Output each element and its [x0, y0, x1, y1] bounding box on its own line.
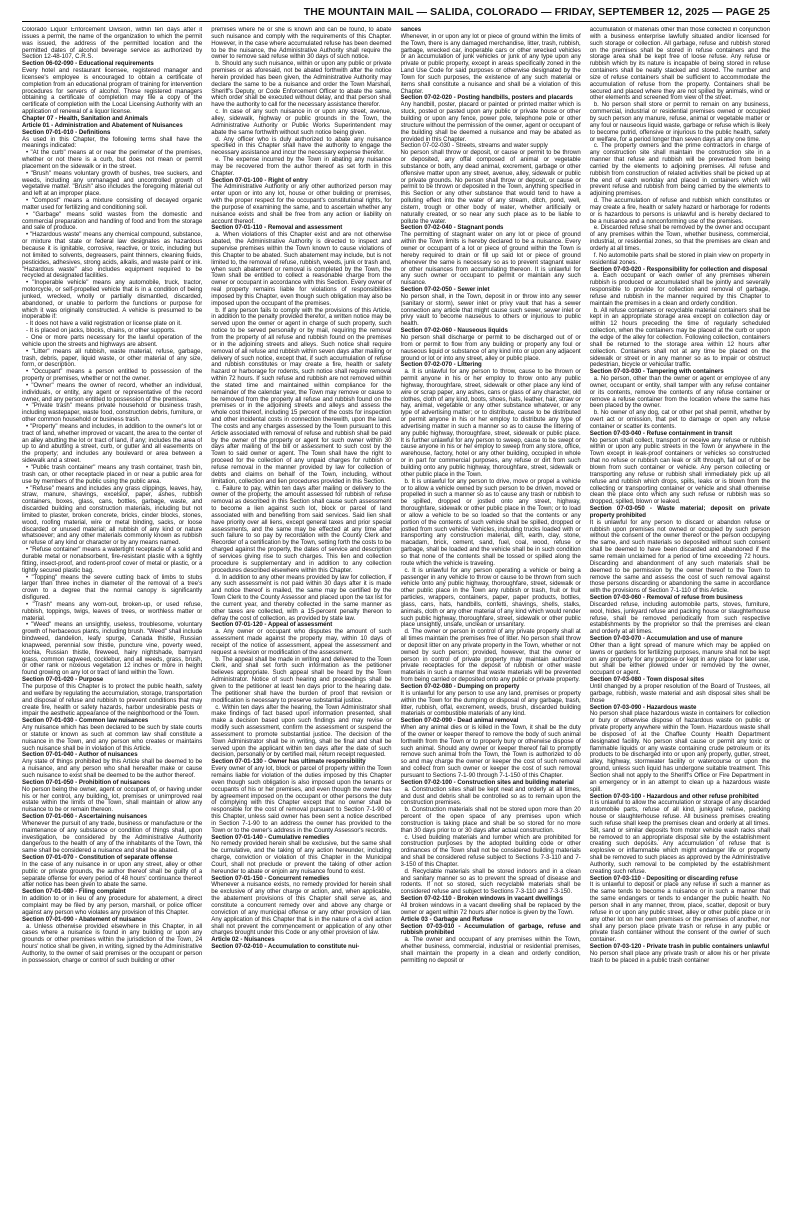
paragraph: • "Garbage" means solid wastes from the domestic and commercial preparation and handling of food and from the storage and sale of produce. [22, 210, 203, 232]
paragraph: d. Recyclable materials shall be stored indoors and in a clean and sanitary manner so as to prevent the spread of disease and rodents. If not so stored, such recyclable materials shall be considered refuse and subject to Sections 7-3-110 and 7-3-150. [400, 867, 581, 896]
section-heading: Section 07-03-020 - Responsibility for collection and disposal [589, 265, 768, 273]
page-header: THE MOUNTAIN MAIL — SALIDA, COLORADO — FRIDAY, SEPTEMBER 12, 2025 — PAGE 25 [22, 0, 770, 22]
section-heading: Section 07-01-020 - Purpose [22, 676, 104, 684]
paragraph: d. The accumulation of refuse and rubbish which constitutes or may create a fire, health or safety hazard or harborage for rodents or is hazardous to persons is unlawful and is hereby declared to be a nuisance and a nonconforming use of the premises. [589, 197, 770, 225]
section-heading: Section 07-01-120 - Appeal of assessment [211, 621, 333, 629]
paragraph: • "Trash" means any worn-out, broken-up, or used refuse, rubbish, toppings, twigs, leaves of trees, or worthless matter or material. [22, 600, 203, 622]
section-heading: Section 07-02-080 - Dumping on property [400, 683, 520, 690]
paragraph: Every hotel and restaurant licensee, registered manager and licensee's employee is encouraged to obtain a certificate of completion from an educational program of training for intervention procedures for servers of alcohol. Those registered managers obtaining a certificate of completion may file a copy of the certificate of completion with the Local Licensing Authority with an application of renewal of a liquor license. [22, 67, 203, 116]
paragraph: Section 07-02-030 - Streets, streams and water supply [400, 142, 548, 150]
paragraph: Every owner of any lot, block or parcel of property within the Town remains liable for violation of the duties imposed by this Chapter even though such obligation is also imposed upon the tenants or occupants of his or her premises, and even though the owner has by agreement imposed on the occupant or other persons the duty of complying with this Chapter except that no owner shall be responsible for the cost of removal pursuant to Section 7-1-90 of this Chapter, unless said owner has been sent a notice described in Section 7-1-90 to an address the owner has provided to the Town or to the owner's address in the County Assessor's records. [211, 765, 392, 834]
paragraph: d. Any officer who is duly authorized to abate any nuisance specified in this Chapter shall have the authority to engage the necessary assistance and incur the necessary expense therefor. [211, 135, 392, 157]
paragraph: • "Hazardous waste" means any chemical compound, substance, or mixture that state or federal law designates as hazardous because it is ignitable, corrosive, reactive, or toxic, including but not limited to solvents, degreasers, paint thinners, cleaning fluids, pesticides, adhesives, strong acids, alkalis, and waste paint or ink. "Hazardous waste" also includes equipment required to be recycled at designated facilities. [22, 231, 203, 280]
paragraph: Any nuisance which has been declared to be such by state courts or statute or known as such at common law shall constitute a nuisance in the Town, and any person who creates or maintains such nuisance shall be in violation of this Article. [22, 724, 203, 752]
paragraph: a. Any owner or occupant who disputes the amount of such assessment made against the property may, within 10 days of receipt of the notice of assessment, appeal the assessment and request a revision or modification of the assessment. [211, 628, 392, 656]
paragraph: d. The owner or person in control of any private property shall at all times maintain the premises free of litter. No person shall throw or deposit litter on any private property in the Town, whether or not owned by such person; provided, however, that the owner or person in control of private property may maintain authorized private receptacles for the deposit of rubbish or other waste materials in such a manner that waste materials will be prevented from being carried or deposited onto any public or private property. [400, 628, 581, 684]
paragraph: b. All refuse containers or recyclable material containers shall be kept in an appropriate storage area except on collection day or within 12 hours preceding the time of regularly scheduled collection, when the containers may be placed at the curb or upon the edge of the alley for collection. Following collection, containers shall be returned to the storage area within 12 hours after collection. Containers shall not at any time be placed on the sidewalk or street or in any manner so as to impair or obstruct pedestrian, bicycle or vehicular traffic. [589, 306, 770, 369]
section-heading: Section 07-03-030 - Tampering with containers [589, 368, 724, 376]
paragraph: Discarded refuse, including automobile parts, stoves, furniture, wool, hides, junkyard refuse and packing house or slaughterhouse refuse, shall be removed periodically from such respective establishments by the proprietor so that the premises are clean and orderly at all times. [589, 600, 770, 636]
paragraph: c. In case of any such nuisance in or upon any street, avenue, alley, sidewalk, highway or public grounds in the Town, the Administrative Authority or Public Works Superintendent may abate the same forthwith without such notice being given. [211, 108, 392, 136]
paragraph: Any state of things prohibited by this Article shall be deemed to be a nuisance, and any person who shall hereafter make or cause such nuisance to exist shall be deemed to be the author thereof. [22, 758, 203, 779]
section-heading: Section 07-01-070 - Constitution of separate offense [22, 854, 173, 862]
section-heading: Section 07-01-130 - Owner has ultimate responsibility [211, 758, 366, 766]
paragraph: - It does not have a valid registration or license plate on it. [26, 320, 182, 328]
paragraph: No person being the owner, agent or occupant of, or having under his or her control, any building, lot, premises or unimproved real estate within the limits of the Town, shall maintain or allow any nuisance to be or remain thereon. [22, 785, 203, 814]
paragraph: a. Each occupant or each owner of any premises wherein rubbish is produced or accumulated shall be jointly and severally responsible to provide for collection and removal of garbage, refuse and rubbish in the manner required by this Chapter to maintain the premises in a clean and orderly condition. [589, 272, 770, 307]
paragraph: b. If any person fails to comply with the provisions of this Article, in addition to the penalty provided therefor, a written notice may be served upon the owner or agent in charge of such property, such notice to be served personally or by mail, requiring the removal from the property of all refuse and rubbish found on the premises or in the adjoining streets and alleys. Such notice shall require removal of all refuse and rubbish within seven days after mailing or delivery of such notice, except that, if such accumulation of refuse and rubbish constitutes or may create a fire, health or safety hazard or harborage for rodents, such notice shall require removal within 72 hours. If such refuse and rubbish are not removed within the stated time and maintained within compliance for the remainder of the calendar year, the Town may remove or cause to be removed from the property all refuse and rubbish found on the premises or in the adjoining streets and alleys and assess the whole cost thereof, including 15 percent of the costs for inspection and other incidental costs in connection therewith, upon the land. The costs and any charges assessed by the Town pursuant to this Article associated with removal of refuse and rubbish shall be paid by the owner of the property or agent for such owner within 30 days after mailing of the bill or assessment to such cost by the Town to said owner or agent. The Town shall have the right to proceed for the collection of any unpaid charges for rubbish or refuse removal in the manner provided by law for collection of debts and claims on behalf of the Town, including, without limitation, collection and lien procedures provided in this Section. [211, 306, 392, 485]
paragraph: No person shall discharge or permit to be discharged out of or from or permit to flow from any building or property any foul or nauseous liquid or substance of any kind into or upon any adjacent ground or lot or into any street, alley or public place. [400, 333, 581, 362]
section-heading: Section 07-01-050 - Prohibition of nuisances [22, 778, 150, 786]
section-heading: Section 07-01-040 - Author of nuisances [22, 751, 138, 759]
paragraph: a. The owner and occupant of any premises within the Town, whether business, commercial, industrial or residential premises, shall maintain the property in a clean and orderly condition, permitting no deposit or [400, 936, 581, 964]
paragraph: Whenever, in or upon any lot or piece of ground within the limits of the Town, there is any damaged merchandise, litter, trash, rubbish, garbage, wrecked car, inoperable cars or other wrecked vehicles or an accumulation of junk vehicles or junk of any type upon any private or public property, except in areas specifically zoned in the Land Use Code for said purposes or otherwise designated by the Town for such purposes, the existence of any such material or items shall constitute a nuisance and shall be a violation of this Chapter. [400, 32, 581, 95]
paragraph: • "Refuse" means and includes any grass clippings, leaves, hay, straw, manure, shavings, excelsior, paper, ashes, rubbish containers, boxes, glass, cans, bottles, garbage, waste, and discarded building and construction materials, including but not limited to plaster, broken concrete, bricks, cinder blocks, stones, wood, roofing material, wire or metal binding, sacks, or loose discarded or unused material; all rubbish of any kind or nature whatsoever; and any other materials commonly known as rubbish or refuse of any kind or character or by any means named. [22, 484, 203, 547]
paragraph: • "Occupant" means a person entitled to possession of the property or premises, whether or not the owner. [22, 368, 203, 383]
paragraph: No person shall, in the Town, deposit in or throw into any sewer (sanitary or storm), sewer inlet or privy vault that has a sewer connection any article that might cause such sewer, sewer inlet or privy vault to become nauseous to others or injurious to public health. [400, 292, 581, 328]
paragraph: No person shall collect, transport or receive any refuse or rubbish within or upon any public streets in the Town or anywhere in the Town except in leak-proof containers or vehicles so constructed that no refuse or rubbish can leak or sift through, fall out of or be blown from such container or vehicle. Any person collecting or transporting any refuse or rubbish shall immediately pick up all refuse and rubbish which drops, spills, leaks or is blown from the collecting or transporting container or vehicle and shall otherwise clean the place onto which any such refuse or rubbish was so dropped, spilled, blown or leaked. [589, 436, 770, 506]
section-heading: Section 07-03-010 - Accumulation of garbage, refuse and rubbish prohibited [400, 922, 581, 937]
paragraph: c. The property owners and the prime contractors in charge of any construction site shall maintain the construction site in a manner that refuse and rubbish will be prevented from being carried by the elements to adjoining premises. All refuse and rubbish from construction of related activities shall be picked up at the end of each workday and placed in containers which will prevent refuse and rubbish from being carried by the elements to adjoining premises. [589, 142, 770, 198]
paragraph: - It is placed on jacks, blocks, chains, or other supports. [26, 327, 176, 335]
paragraph: Whenever a nuisance exists, no remedy provided for herein shall be exclusive of any other charge or action, and, when applicable, the abatement provisions of this Chapter shall serve as, and constitute a concurrent remedy over and above any charge or conviction of any municipal offense or any other provision of law. Any application of this Chapter that is in the nature of a civil action shall not prevent the commencement or application of any other charges brought under this Code or any other provision of law. [211, 881, 392, 937]
paragraph: The purpose of this Chapter is to protect the public health, safety and welfare by regulating the accumulation, storage, transportation and disposal of refuse and rubbish to prevent conditions that may create fire, health or safety hazards, harbor undesirable pests or impair the aesthetic appearance of the neighborhood or the Town. [22, 683, 203, 718]
paragraph: Any handbill, poster, placard or painted or printed matter which is stuck, posted or pasted upon any public or private house or other building or upon any fence, power pole, telephone pole or other structure without the permission of the owner, agent or occupant of the building shall be deemed a nuisance and may be abated as provided in this Chapter. [400, 101, 581, 143]
text-column-3 [401, 27, 581, 1217]
paragraph: e. Discarded refuse shall be removed by the owner and occupant of any premises within the Town, whether business, commercial, industrial, or residential zones, so that the premises are clean and orderly at all times. [589, 224, 770, 252]
section-heading: Section 07-03-060 - Removal of refuse from business [589, 594, 743, 602]
section-heading: Section 07-03-070 - Accumulation and use of manure [589, 635, 743, 643]
section-heading: Section 07-02-040 - Stagnant ponds [400, 224, 504, 232]
paragraph: a. No person, other than the owner or agent or employee of any owner, occupant or entity, shall tamper with any refuse container or its contents, remove the contents of any refuse container or remove a refuse container from the location where the same has been placed by the owner. [589, 375, 770, 410]
paragraph: In the case of any nuisance in or upon any street, alley or other public or private grounds, the author thereof shall be guilty of a separate offense for every period of 48 hours' continuance thereof after notice has been given to abate the same. [22, 860, 203, 889]
article-columns [22, 27, 770, 1217]
paragraph: a. It is unlawful for any person to throw, cause to be thrown or permit anyone in his or her employ to throw onto any public highway, thoroughfare, street, sidewalk or other place any kind of wire or scrap paper, any ashes, cans or glass of any character, old clothes, cloth of any kind, boots, shoes, hats, leather, hair, straw or hay, animal, vegetable or any other substance whatever, or any type of advertising matter; or to distribute, cause to be distributed or permit anyone in his or her employ to distribute any type of advertising matter in such a manner so as to cause the littering of any public highway, thoroughfare, street, sidewalk or public place. It is further unlawful for any person to sweep, cause to be swept or cause anyone in his or her employ to sweep from any store, office, warehouse, factory, hotel or any other building, occupied in whole or in part for commercial purposes, any refuse or dirt from such building onto any public highway, thoroughfare, street, sidewalk or other public place in the Town. [400, 368, 581, 478]
paragraph: d. In addition to any other means provided by law for collection, if any such assessment is not paid within 30 days after it is made and notice thereof is mailed, the same may be certified by the Town Clerk to the County Assessor and placed upon the tax list for the current year, and thereby collected in the same manner as other taxes are collected, with a 15-percent penalty thereon to defray the cost of collection, as provided by state law. [211, 573, 392, 622]
paragraph: • "Brush" means voluntary growth of bushes, tree suckers, and weeds, including any unmanaged and uncontrolled growth of vegetative matter. "Brush" also includes the foregoing material cut and left at an improper place. [22, 169, 203, 198]
paragraph: c. Within ten days after the hearing, the Town Administrator shall make findings of fact based upon information presented, shall make a decision based upon such findings and may revise or modify such assessment, confirm the assessment or suspend the assessment to promote substantial justice. The decision of the Town Administrator shall be in writing, shall be final and shall be served upon the applicant within ten days after the date of such decision, personally or by certified mail, return receipt requested. [211, 703, 392, 759]
section-heading: Article 03 - Garbage and Refuse [400, 915, 493, 923]
paragraph: • "Owner" means the owner of record, whether an individual, individuals, or entity, any agent or representative of the record owner, and any person entitled to possession of the premises. [22, 381, 203, 403]
section-heading: Section 07-02-020 - Posting handbills, posters and placards [400, 94, 573, 102]
paragraph: b. No person shall store or permit to remain on any business, commercial, industrial or residential premises owned or occupied by such person any manure, refuse, animal or vegetable matter or any foul or nauseous liquid waste, garbage or refuse which is likely to become putrid, offensive or injurious to the public health, safety or welfare, for a period longer than seven days at any one time. [589, 101, 770, 143]
paragraph: • "Compost" means a mixture consisting of decayed organic matter used for fertilizing and conditioning soil. [22, 197, 203, 211]
section-heading: Section 07-03-080 - Town disposal sites [589, 676, 705, 684]
section-heading: Section 07-03-120 - Private trash in public containers unlawful [589, 943, 770, 951]
paragraph: • "Litter" means all rubbish, waste material, refuse, garbage, trash, debris, paper, liquid waste, or other material of any size, form, or description. [22, 347, 203, 369]
paragraph: • "Refuse container" means a watertight receptacle of a solid and durable metal or nonabsorbent, fire-resistant plastic with a tightly fitting, insect-proof, and rodent-proof cover of metal or plastic, or a tightly secured plastic bag. [22, 546, 203, 574]
section-heading: Section 07-02-090 - Dead animal removal [400, 717, 519, 725]
paragraph: premises where he or she is known and can be found, to abate such nuisance and comply with the requirements of this Chapter. However, in the case where accumulated refuse has been deemed to be the nuisance, the Administrative Authority shall require the owner to remove said refuse within 30 days of such notice. [211, 27, 392, 61]
section-heading: Section 07-02-050 - Sewer inlet [400, 286, 490, 294]
paragraph: The permitting of stagnant water on any lot or piece of ground within the Town limits is hereby declared to be a nuisance. Every owner or occupant of a lot or piece of ground within the Town is hereby required to drain or fill up said lot or piece of ground whenever the same is necessary so as to prevent stagnant water or other nuisances from accumulating thereon. It is unlawful for any such owner or occupant to permit or maintain any such nuisance. [400, 231, 581, 287]
section-heading: Section 07-01-110 - Removal and assessment [211, 224, 343, 232]
paragraph: • "Private trash" means private household or business trash, including wastepaper, waste food, construction debris, furniture, or other common household or business trash. [22, 402, 203, 424]
section-heading: Section 07-01-010 - Definitions [22, 128, 111, 136]
text-column-2 [211, 27, 391, 1217]
paragraph: c. It is unlawful for any person operating a vehicle or being a passenger in any vehicle to throw or cause to be thrown from such vehicle onto any public highway, thoroughfare, street, sidewalk or other public place in the Town any rubbish or trash, fruit or fruit particles, wrappers, containers, paper, paper products, bottles, glass, cans, hats, handbills, confetti, shavings, shells, stalks, animals, cloth or any other material of any kind which would render such public highway, thoroughfare, street, sidewalk or other public place unsightly, unsafe, unclean or unsanitary. [400, 566, 581, 629]
section-heading: Chapter 07 - Health, Sanitation and Animals [22, 114, 149, 122]
paragraph: Colorado Liquor Enforcement Division, within ten days after it issues a permit, the name of the organization to which the permit was issued, the address of the permitted location and the permitted dates of alcohol beverage service as authorized by Section 12-48-107, C.R.S. [22, 27, 203, 61]
section-heading: Section 07-03-090 - Hazardous waste [589, 703, 697, 711]
section-heading: Section 07-02-100 - Construction sites and building material [400, 778, 574, 786]
paragraph: a. Unless otherwise provided elsewhere in this Chapter, in all cases where a nuisance is found in any building or upon any grounds or other premises within the jurisdiction of the Town, 24 hours' notice shall be given, in writing, signed by the Administrative Authority, to the owner of said premises or the occupant or person in possession, charge or control of such building or other [22, 922, 203, 964]
paragraph: Whenever the pursuit of any trade, business or manufacture or the maintenance of any substance or condition of things shall, upon investigation, be considered by the Administrative Authority dangerous to the health of any of the inhabitants of the Town, the same shall be considered a nuisance and shall be abated. [22, 819, 203, 855]
paragraph: c. Used building materials and lumber which are prohibited for construction purposes by the adopted building code or other ordinances of the Town shall not be considered building materials and shall be considered refuse subject to Sections 7-3-110 and 7-3-150 of this Chapter. [400, 833, 581, 868]
paragraph: The Administrative Authority or any other authorized person may enter upon or into any lot, house or other building or premises, with the proper respect for the occupant's constitutional rights, for the purpose of examining the same, and to ascertain whether any nuisance exists and shall be free from any action or liability on account thereof. [211, 183, 392, 225]
paragraph: It is unlawful for any person to use any land, premises or property within the Town for the dumping or disposal of any garbage, trash, litter, rubbish, offal, excrement, weeds, brush, discarded building materials or combustible materials of any kind. [400, 689, 581, 718]
paragraph: b. Should any such nuisance, within or upon any public or private premises or as aforesaid, not be abated forthwith after the notice herein provided has been given, the Administrative Authority may declare the same to be a nuisance and order the Town Marshall, Sheriff's Deputy, or Code Enforcement Officer to abate the same, which order shall be executed without delay, and that person shall have the authority to call for the necessary assistance therefor. [211, 60, 392, 109]
paragraph: • "At the curb" means at or near the perimeter of the premises, whether or not there is a curb, but does not mean or permit placement on the sidewalk or in the street. [22, 149, 203, 170]
section-heading: Section 07-03-050 - Waste material; deposit on private property prohibited [589, 505, 770, 519]
section-heading: Section 07-02-110 - Broken windows in vacant dwellings [400, 895, 564, 903]
section-heading: Section 07-01-100 - Right of entry [211, 176, 308, 184]
section-heading: sances [400, 27, 422, 33]
paragraph: • "Topping" means the severe cutting back of limbs to stubs larger than three inches in diameter or the removal of a tree's crown to a degree that the normal canopy is significantly disfigured. [22, 573, 203, 602]
paragraph: b. It is unlawful for any person to drive, move or propel a vehicle or to allow a vehicle owned by such person to be driven, moved or propelled in such a manner so as to cause any trash or rubbish to be spilled, dropped or jostled onto any street, highway, thoroughfare, sidewalk or other public place in the Town; or to load or allow a vehicle to be so loaded so that the contents or any portion of the contents of such vehicle shall be spilled, dropped or jostled from such vehicle. Vehicles, including trucks loaded with or transporting any construction material, dirt, earth, clay, stone, macadam, brick, cement, sand, fuel, coal, wood, refuse or garbage, shall be loaded and the vehicle shall be in such condition so that none of the contents shall be tossed or spilled along the route which the vehicle is traveling. [400, 477, 581, 567]
paragraph: - One or more parts necessary for the lawful operation of the vehicle upon the streets and highways are absent. [22, 333, 203, 348]
paragraph: b. Construction materials shall not be stored upon more than 20 percent of the open space of any premises upon which construction is taking place and shall be so stored for no more than 30 days prior to or 30 days after actual construction. [400, 806, 581, 834]
section-heading: Section 07-01-150 - Concurrent remedies [211, 874, 330, 882]
paragraph: c. Failure to pay, within ten days after mailing or delivery to the owner of the property, the amount assessed for rubbish or refuse removal as described in this Section shall cause such assessment to become a lien against such lot, block or parcel of land associated with and benefiting from said services. Said lien shall have priority over all liens, except general taxes and prior special assessments, and the same may be effected at any time after such failure to so pay by recordation with the County Clerk and Recorder of a certification by the Town, setting forth the costs to be charged against the property, the dates of service and description of services giving rise to such charges. This lien and collection procedure is supplementary and in addition to any collection procedures described elsewhere within this Chapter. [211, 484, 392, 574]
section-heading: Section 07-01-140 - Cumulative remedies [211, 833, 330, 841]
paragraph: As used in this Chapter, the following terms shall have the meanings indicated: [22, 135, 203, 150]
section-heading: Section 07-02-010 - Accumulation to constitute nui- [211, 943, 360, 951]
paragraph: It is unlawful for any person to discard or abandon refuse or rubbish upon premises not owned or occupied by such person without the consent of the owner thereof or the person occupying the same, and such materials so deposited without such consent shall be deemed to have been discarded and abandoned if the same remain unclaimed for a period of time exceeding 72 hours. Discarding and abandonment of any such materials shall be deemed to be permission by the owner thereof to the Town to remove the same and assess the cost of such removal against those persons discarding or abandoning the same in accordance with the provisions of Section 7-1-110 of this Article. [589, 518, 770, 595]
section-heading: Section 07-03-110 - Depositing or discarding refuse [589, 874, 739, 882]
text-column-4 [590, 27, 770, 1217]
paragraph: f. No automobile parts shall be stored in plain view on property in residential zones. [589, 251, 770, 266]
paragraph: • "Weed" means an unsightly, useless, troublesome, voluntary growth of herbaceous plants, including brush. "Weed" shall include bindweed, dandelion, leafy spurge, Canada thistle, Russian knapweed, perennial sow thistle, puncture vine, poverty weed, kochia, Russian thistle, fireweed, hairy nightshade, barnyard grass, common ragweed, cocklebur, and all weeds, grass, brush, or other rank or noxious vegetation 12 inches or more in height found growing on any lot or tract of land within the Town. [22, 621, 203, 677]
section-heading: Section 06-02-090 - Educational requirements [22, 60, 154, 68]
paragraph: When any animal dies or is killed in the Town, it shall be the duty of the owner or keeper thereof to remove the body of such animal forthwith from the Town or to properly bury or otherwise dispose of such animal. Should any owner or keeper thereof fail to promptly remove such animal from the Town, the Town is authorized to do so and may charge the owner or keeper the cost of such removal and collect from such owner or keeper the cost of such removal pursuant to Sections 7-1-90 through 7-1-150 of this Chapter. [400, 724, 581, 779]
paragraph: e. The expense incurred by the Town in abating any nuisance may be recovered from the author thereof as set forth in this Chapter. [211, 156, 392, 177]
paragraph: b. No owner of any dog, cat or other pet shall permit, whether by overt act or omission, that pet to damage or open any refuse container or scatter its contents. [589, 409, 770, 430]
paragraph: Until changed by a proper resolution of the Board of Trustees, all garbage, rubbish, waste material and ash disposal sites shall be those [589, 683, 770, 704]
text-column-1 [22, 27, 202, 1217]
paragraph: a. Construction sites shall be kept neat and orderly at all times, and dust and debris shall be controlled so as to remain upon the construction premises. [400, 785, 581, 807]
section-heading: Article 01 - Administration and Abatement of Nuisances [22, 121, 183, 129]
paragraph: It is unlawful to allow the accumulation or storage of any discarded automobile parts, refuse of all kind, junkyard refuse, packing house or slaughterhouse refuse. All business premises creating such refuse shall keep the premises clean and orderly at all times. Silt, sand or similar deposits from motor vehicle wash racks shall be removed to an appropriate disposal site by the establishment creating such deposits. Any accumulation of refuse that is explosive or inflammable which might endanger life or property shall be removed to such places as approved by the Administrative Authority, such removal to be completed by the establishment creating such refuse. [589, 799, 770, 875]
paragraph: No person shall throw or deposit, or cause or permit to be thrown or deposited, any offal composed of animal or vegetable substance or both, any dead animal, excrement, garbage or other offensive matter upon any street, avenue, alley, sidewalk or public or private grounds. No person shall throw or deposit, or cause or permit to be thrown or deposited in the Town, anything specified in this Section or any other substance that would tend to have a polluting effect into the water of any stream, ditch, pond, well, cistern, trough or other body of water, whether artificially or naturally created, or so near any such place as to be liable to pollute the water. [400, 149, 581, 225]
paragraph: • "Public trash container" means any trash container, trash bin, trash can, or other receptacle placed in or near a public area for use by members of the public using the public area. [22, 464, 203, 485]
paragraph: No person shall place hazardous waste in containers for collection or bury or otherwise dispose of hazardous waste on public or private property anywhere within the Town. Hazardous waste shall be disposed of at the Chaffee County Health Department designated facility. No person shall cause or permit any toxic or flammable liquids or any waste containing crude petroleum or its products to be discharged into or upon any property, gutter, street, alley, highway, stormwater facility or watercourse or upon the ground, unless such liquid has undergone suitable treatment. This Section shall not apply to the Sheriff's Office or Fire Department in an emergency or in an attempt to clean up a hazardous waste spill. [589, 710, 770, 793]
paragraph: Other than a light spread of manure which may be applied on lawns or gardens for fertilizing purposes, manure shall not be kept on any property for any purpose or kept in any place for later use, but shall be either plowed under or removed by the owner, occupant or agent. [589, 641, 770, 677]
section-heading: Section 07-01-030 - Common law nuisances [22, 717, 149, 725]
section-heading: Section 07-01-090 - Abatement of nuisance [22, 915, 146, 923]
section-heading: Section 07-03-040 - Refuse containment in transit [589, 429, 733, 437]
section-heading: Section 07-02-060 - Nauseous liquids [400, 327, 508, 335]
paragraph: • "Inoperable vehicle" means any automobile, truck, tractor, motorcycle, or self-propelled vehicle that is in a condition of being junked, wrecked, wholly or partially dismantled, discarded, abandoned, or unable to perform the functions or purpose for which it was originally constructed. A vehicle is presumed to be inoperable if: [22, 279, 203, 321]
section-heading: Article 02 - Nuisances [211, 936, 275, 944]
paragraph: In addition to or in lieu of any procedure for abatement, a direct complaint may be filed by any person, marshall, or police officer against any person who violates any provision of this Chapter. [22, 895, 203, 916]
paragraph: a. When violations of this Chapter exist and are not otherwise abated, the Administrative Authority is directed to inspect and supervise premises within the Town known to cause violations of this Chapter to be abated. Such abatement may include, but is not limited to, the removal of refuse, rubbish, weeds, junk or trash and, when such abatement or removal is completed by the Town, the Town shall be entitled to collect a reasonable charge from the owner or occupant in accordance with this Section. Every owner of real property remains liable for violations of responsibilities imposed by this Chapter, even though such obligation may also be imposed upon the occupant of the premises. [211, 231, 392, 307]
paragraph: No remedy provided herein shall be exclusive, but the same shall be cumulative, and the taking of any action hereunder, including charge, conviction or violation of this Chapter in the Municipal Court, shall not preclude or prevent the taking of other action hereunder to abate or enjoin any nuisance found to exist. [211, 840, 392, 875]
paragraph: • "Property" means and includes, in addition to the owner's lot or tract of land, whether improved or vacant, the area to the center of an alley abutting the lot or tract of land, if any; includes the area of up to and abutting a street, curb, or gutter and all easements on the property; and includes any boulevard or area between a sidewalk and a street. [22, 422, 203, 465]
paragraph: accumulation of materials other than those collected in conjunction with a business enterprise lawfully situated and/or licensed for such storage or collection. All garbage, refuse and rubbish stored on the premises shall be stored in refuse containers and the storage area shall be kept free of loose refuse. Any refuse or rubbish which by its nature is incapable of being stored in refuse containers shall be neatly stacked and stored. The number and size of refuse containers shall be sufficient to accommodate the accumulation of refuse from the property. Containers shall be secured and placed where they are not spilled by animals, wind or other elements and screened from view of the street. [589, 27, 770, 102]
section-heading: Section 07-02-070 - Littering [400, 361, 482, 369]
paragraph: No person shall place any private trash or allow his or her private trash to be placed in a public trash container [589, 949, 770, 964]
section-heading: Section 07-01-080 - Filing complaint [22, 888, 126, 896]
section-heading: Section 07-03-100 - Hazardous and other refuse prohibited [589, 792, 759, 800]
paragraph: All broken windows in a vacant dwelling shall be replaced by the owner or agent within 72 hours after notice is given by the Town. [400, 902, 581, 916]
section-heading: Section 07-01-060 - Ascertaining nuisances [22, 813, 148, 821]
paragraph: b. The appeal shall be made in writing and delivered to the Town Clerk, and shall set forth such information as the petitioner believes appropriate. Such appeal shall be heard by the Town Administrator. Notice of such hearing and proceedings shall be given to the petitioner at least ten days prior to the hearing date. The petitioner shall have the burden of proof that revision or modification is necessary to preserve substantial justice. [211, 655, 392, 704]
paragraph: It is unlawful to deposit or place any refuse in such a manner as the same tends to become a nuisance or in such a manner that the same endangers or tends to endanger the public health. No person shall in any manner, throw, place, scatter, deposit or bury refuse in or upon any public street, alley or other public place or in any other lot on her own premises or the premises of another, nor shall any person place private trash or refuse in any public or private trash container without the consent of the owner of such container. [589, 881, 770, 944]
